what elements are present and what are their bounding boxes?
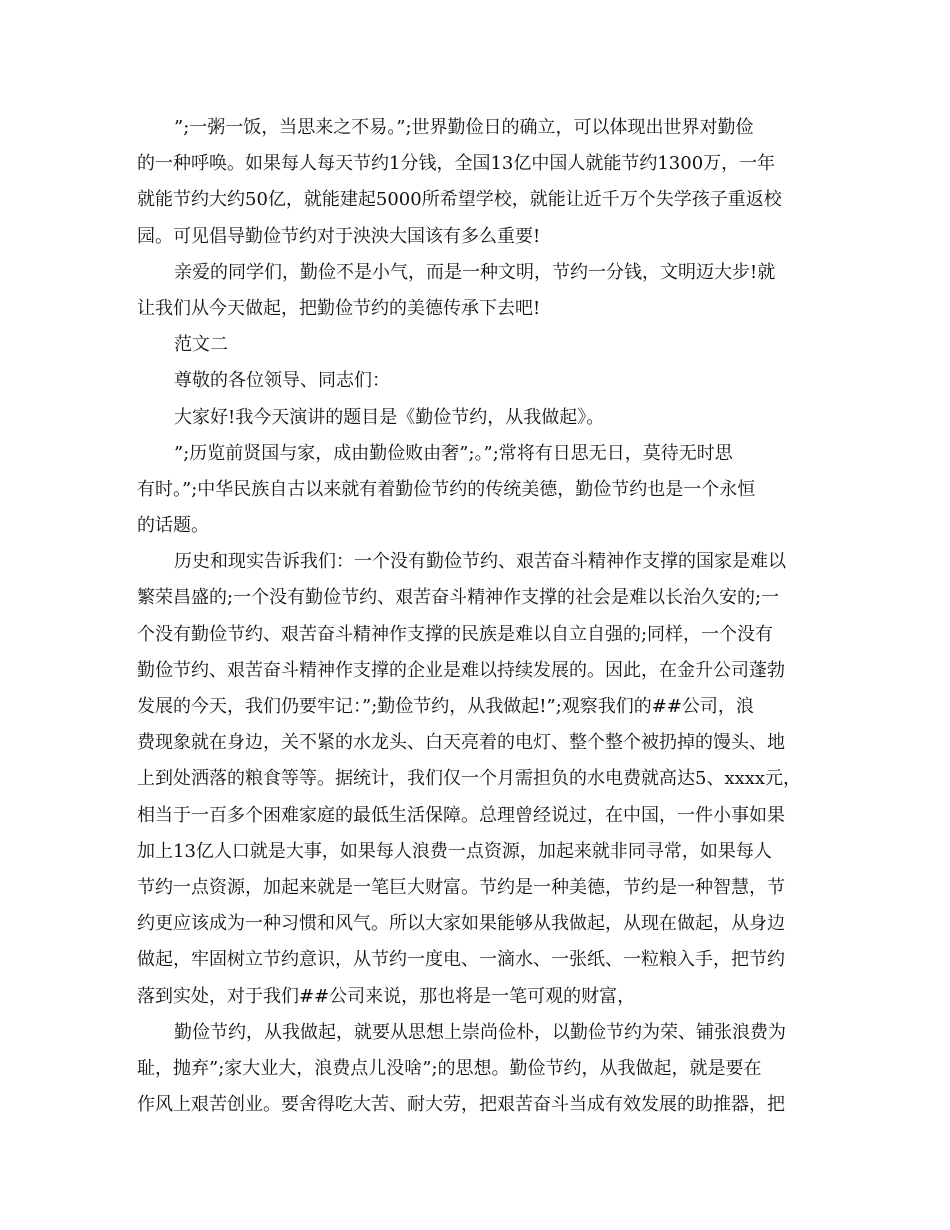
text-line: 个没有勤俭节约、艰苦奋斗精神作支撑的民族是难以自立自强的;同样，一个没有 [137, 623, 774, 645]
text-line: 就能节约大约50亿，就能建起5000所希望学校，就能让近千万个失学孩子重返校 [137, 189, 782, 211]
text-line: 相当于一百多个困难家庭的最低生活保障。总理曾经说过，在中国，一件小事如果 [137, 804, 785, 826]
text-line: 繁荣昌盛的;一个没有勤俭节约、艰苦奋斗精神作支撑的社会是难以长治久安的;一 [137, 587, 780, 609]
text-line: 落到实处，对于我们##公司来说，那也将是一笔可观的财富， [137, 985, 636, 1007]
text-line: 勤俭节约，从我做起，就要从思想上崇尚俭朴，以勤俭节约为荣、铺张浪费为 [174, 1021, 786, 1043]
text-line: 大家好!我今天演讲的题目是《勤俭节约，从我做起》。 [174, 406, 605, 428]
text-line: ”;一粥一饭，当思来之不易。”;世界勤俭日的确立，可以体现出世界对勤俭 [174, 117, 754, 138]
text-line: 的一种呼唤。如果每人每天节约1分钱，全国13亿中国人就能节约1300万，一年 [137, 153, 776, 175]
document-body [137, 110, 817, 1123]
text-line: 发展的今天，我们仍要牢记：”;勤俭节约，从我做起!”;观察我们的##公司，浪 [137, 696, 754, 717]
text-line: 园。可见倡导勤俭节约对于泱泱大国该有多么重要! [137, 225, 541, 247]
text-line: 约更应该成为一种习惯和风气。所以大家如果能够从我做起，从现在做起，从身边 [137, 913, 785, 935]
text-line: 勤俭节约、艰苦奋斗精神作支撑的企业是难以持续发展的。因此，在金升公司蓬勃 [137, 659, 785, 681]
text-line: 节约一点资源，加起来就是一笔巨大财富。节约是一种美德，节约是一种智慧，节 [137, 876, 785, 898]
text-line: 上到处洒落的粮食等等。据统计，我们仅一个月需担负的水电费就高达5、xxxx元， [137, 768, 802, 790]
text-line: 作风上艰苦创业。要舍得吃大苦、耐大劳，把艰苦奋斗当成有效发展的助推器，把 [137, 1094, 785, 1116]
text-line: 耻，抛弃”;家大业大，浪费点儿没啥”;的思想。勤俭节约，从我做起，就是要在 [137, 1057, 762, 1079]
text-line: 的话题。 [137, 515, 209, 537]
text-line: 加上13亿人口就是大事，如果每人浪费一点资源，加起来就非同寻常，如果每人 [137, 840, 772, 862]
section-heading: 范文二 [174, 334, 228, 356]
salutation: 尊敬的各位领导、同志们： [174, 370, 390, 392]
text-line: 做起，牢固树立节约意识，从节约一度电、一滴水、一张纸、一粒粮入手，把节约 [137, 949, 785, 971]
text-line: 有时。”;中华民族自古以来就有着勤俭节约的传统美德，勤俭节约也是一个永恒 [137, 478, 756, 500]
text-line: 费现象就在身边，关不紧的水龙头、白天亮着的电灯、整个整个被扔掉的馒头、地 [137, 732, 785, 754]
text-line: 亲爱的同学们，勤俭不是小气，而是一种文明，节约一分钱，文明迈大步!就 [174, 261, 776, 283]
text-line: ”;历览前贤国与家，成由勤俭败由奢”;。”;常将有日思无日，莫待无时思 [174, 442, 733, 464]
text-line: 让我们从今天做起，把勤俭节约的美德传承下去吧! [137, 297, 541, 319]
text-line: 历史和现实告诉我们：一个没有勤俭节约、艰苦奋斗精神作支撑的国家是难以 [174, 551, 786, 573]
